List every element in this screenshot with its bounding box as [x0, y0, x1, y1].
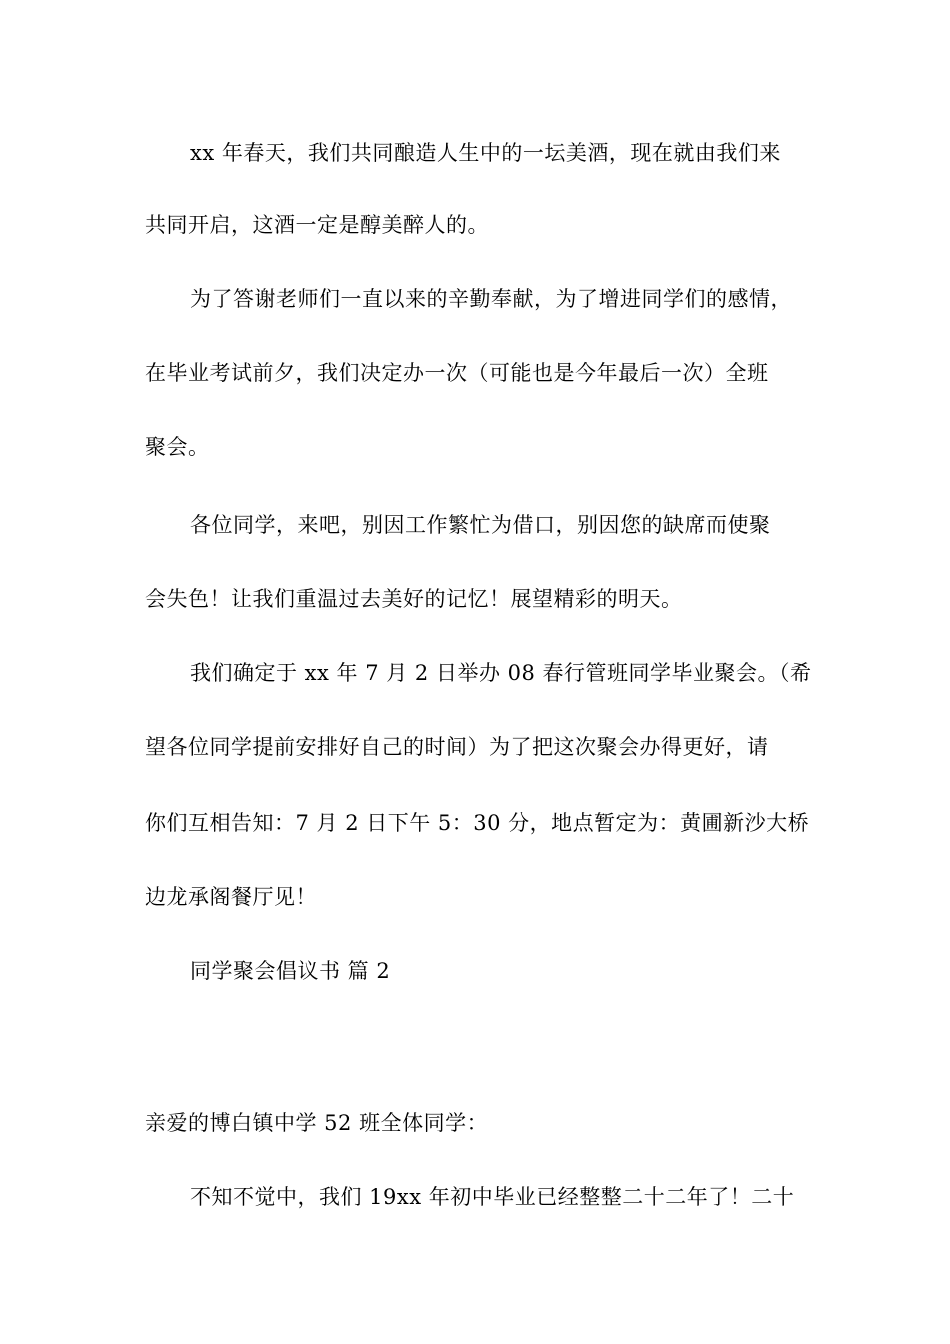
- section-heading: 同学聚会倡议书 篇 2: [190, 959, 391, 983]
- paragraph-4-line-3: 你们互相告知：7 月 2 日下午 5：30 分，地点暂定为：黄圃新沙大桥: [145, 811, 810, 835]
- paragraph-3-line-2: 会失色！让我们重温过去美好的记忆！展望精彩的明天。: [145, 587, 683, 611]
- paragraph-2-line-2: 在毕业考试前夕，我们决定办一次（可能也是今年最后一次）全班: [145, 361, 769, 385]
- paragraph-4-line-1: 我们确定于 xx 年 7 月 2 日举办 08 春行管班同学毕业聚会。（希: [190, 661, 812, 685]
- paragraph-4-line-4: 边龙承阁餐厅见！: [145, 885, 317, 909]
- salutation: 亲爱的博白镇中学 52 班全体同学：: [145, 1111, 489, 1135]
- paragraph-5-line-1: 不知不觉中，我们 19xx 年初中毕业已经整整二十二年了！二十: [190, 1185, 795, 1209]
- paragraph-4-line-2: 望各位同学提前安排好自己的时间）为了把这次聚会办得更好，请: [145, 735, 769, 759]
- paragraph-2-line-3: 聚会。: [145, 435, 210, 459]
- paragraph-1-line-1: xx 年春天，我们共同酿造人生中的一坛美酒，现在就由我们来: [190, 141, 781, 165]
- paragraph-1-line-2: 共同开启，这酒一定是醇美醉人的。: [145, 213, 489, 237]
- paragraph-3-line-1: 各位同学，来吧，别因工作繁忙为借口，别因您的缺席而使聚: [190, 513, 771, 537]
- paragraph-2-line-1: 为了答谢老师们一直以来的辛勤奉献，为了增进同学们的感情，: [190, 287, 792, 311]
